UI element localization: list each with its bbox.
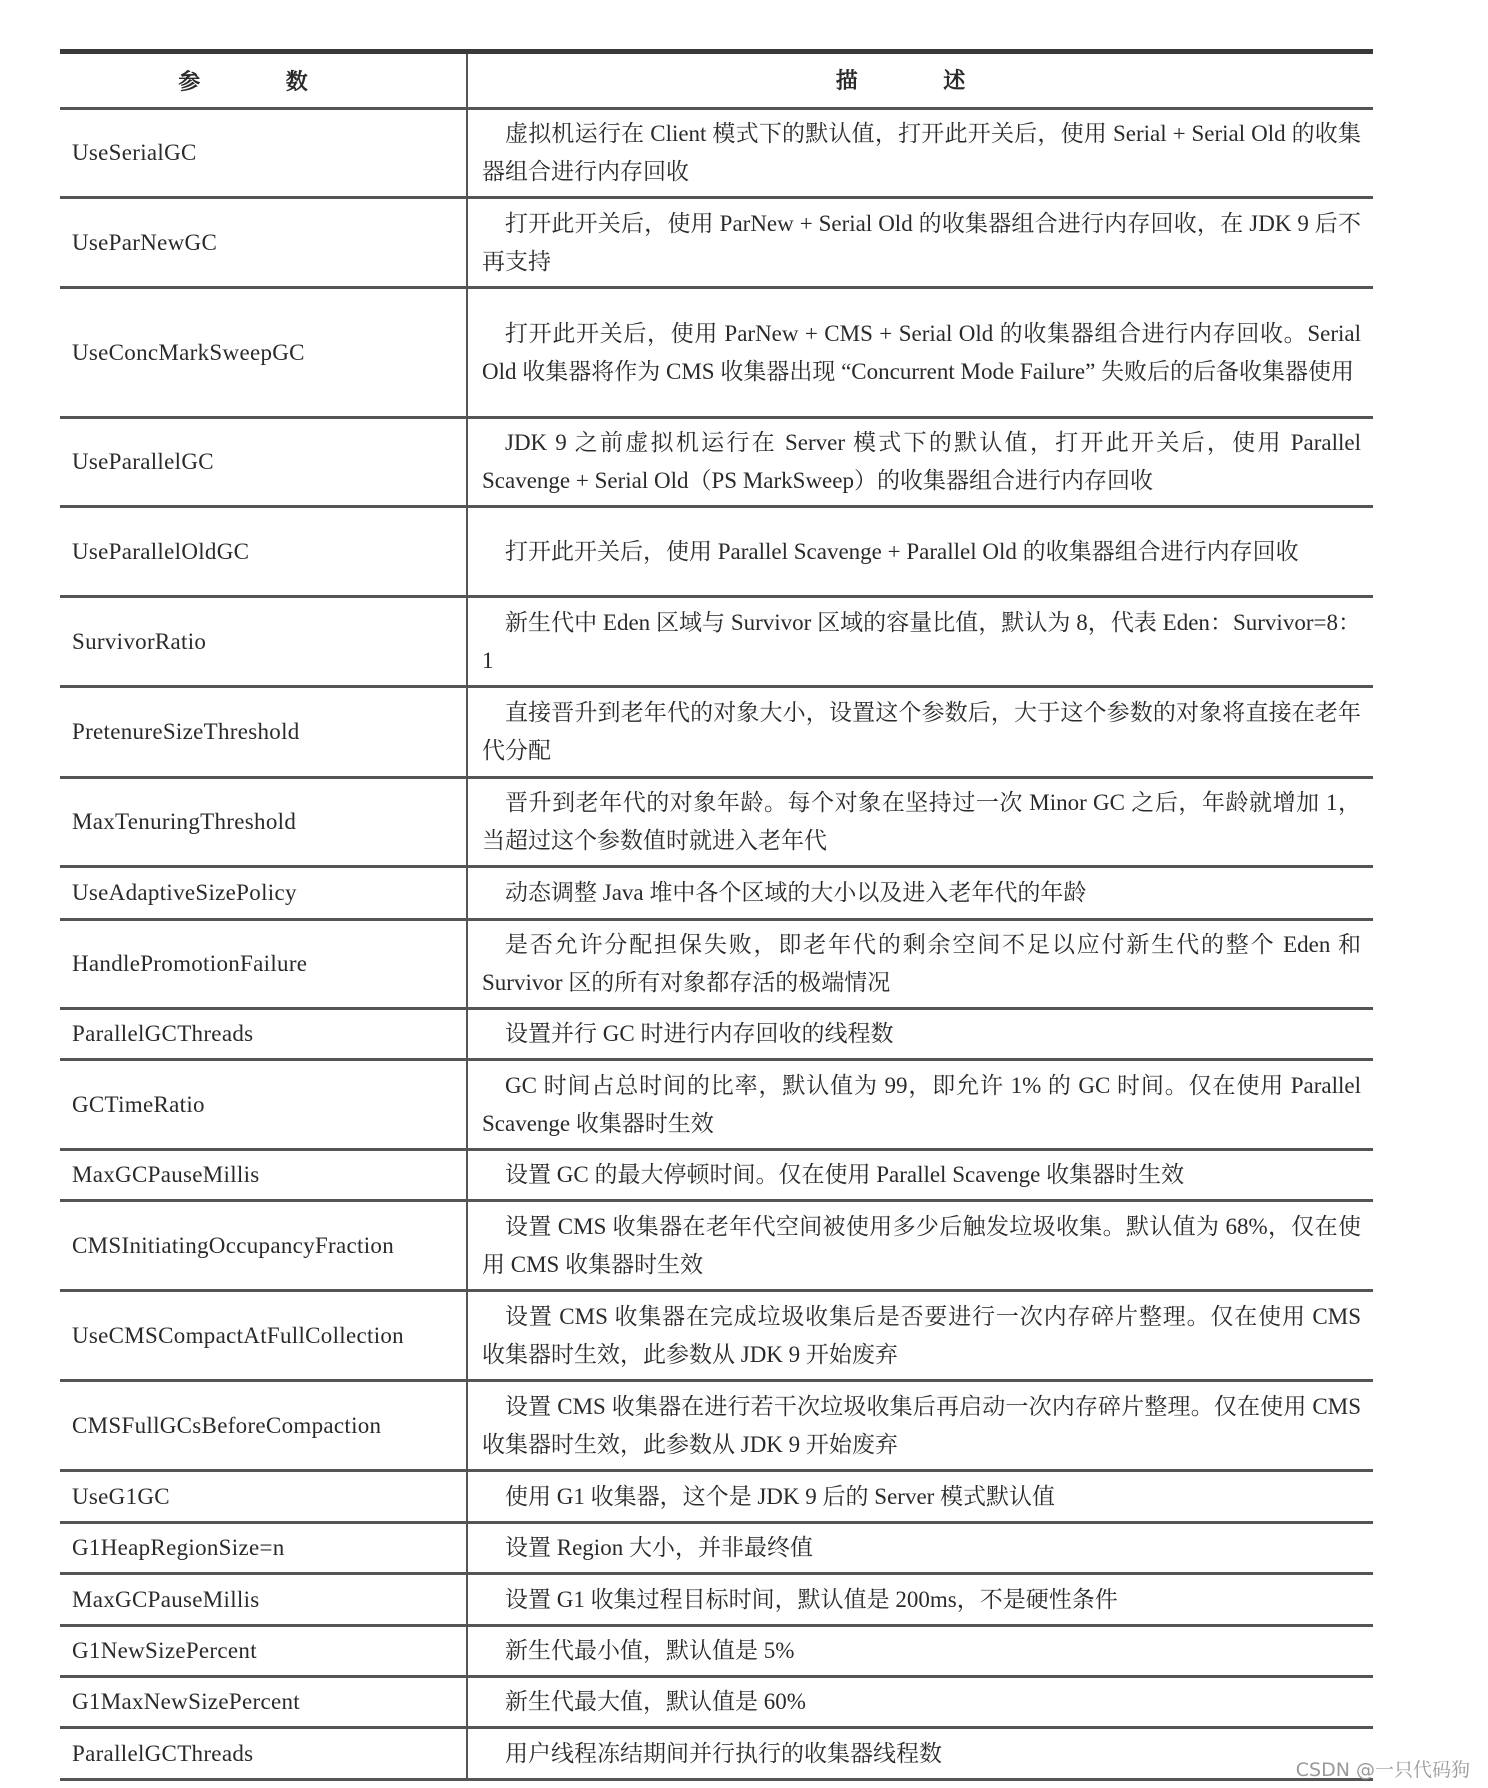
gc-parameters-table	[60, 49, 1373, 1781]
table-row	[60, 598, 1373, 688]
table-row	[60, 1524, 1373, 1575]
table-row	[60, 921, 1373, 1010]
table-row	[60, 779, 1373, 868]
param-cell: SurvivorRatio	[60, 598, 468, 685]
desc-text: 设置 GC 的最大停顿时间。仅在使用 Parallel Scavenge 收集器时生效	[505, 1162, 1185, 1187]
desc-text: 设置 CMS 收集器在进行若干次垃圾收集后再启动一次内存碎片整理。仅在使用 CMS 收集器时生效，此参数从 JDK 9 开始废弃	[482, 1393, 1361, 1457]
param-cell: G1NewSizePercent	[60, 1627, 468, 1675]
desc-cell	[468, 779, 1373, 865]
table-row	[60, 1151, 1373, 1202]
param-cell: G1HeapRegionSize=n	[60, 1524, 468, 1572]
param-cell: HandlePromotionFailure	[60, 921, 468, 1007]
param-cell: UseG1GC	[60, 1472, 468, 1521]
desc-text: 打开此开关后，使用 ParNew + Serial Old 的收集器组合进行内存回收，在 JDK 9 后不再支持	[482, 210, 1361, 274]
desc-text: 动态调整 Java 堆中各个区域的大小以及进入老年代的年龄	[505, 880, 1087, 905]
param-cell: GCTimeRatio	[60, 1061, 468, 1148]
param-cell: MaxGCPauseMillis	[60, 1151, 468, 1199]
header-desc: 描 述	[835, 67, 1006, 93]
desc-cell	[468, 1678, 1373, 1726]
param-cell: CMSInitiatingOccupancyFraction	[60, 1202, 468, 1289]
desc-text: 设置 G1 收集过程目标时间，默认值是 200ms，不是硬性条件	[505, 1586, 1118, 1612]
param-cell: UseAdaptiveSizePolicy	[60, 868, 468, 918]
desc-cell	[468, 1382, 1373, 1469]
desc-text: GC 时间占总时间的比率，默认值为 99，即允许 1% 的 GC 时间。仅在使用 Parallel Scavenge 收集器时生效	[482, 1072, 1361, 1136]
param-cell: MaxTenuringThreshold	[60, 779, 468, 865]
table-row	[60, 1627, 1373, 1678]
desc-cell	[468, 289, 1373, 416]
desc-cell	[468, 1202, 1373, 1289]
param-cell: UseSerialGC	[60, 110, 468, 196]
table-row	[60, 419, 1373, 508]
desc-text: 设置 Region 大小，并非最终值	[505, 1535, 813, 1560]
desc-text: 设置 CMS 收集器在完成垃圾收集后是否要进行一次内存碎片整理。仅在使用 CMS 收集器时生效，此参数从 JDK 9 开始废弃	[482, 1303, 1361, 1367]
param-cell: UseCMSCompactAtFullCollection	[60, 1292, 468, 1379]
param-cell: ParallelGCThreads	[60, 1729, 468, 1778]
desc-text: JDK 9 之前虚拟机运行在 Server 模式下的默认值，打开此开关后，使用 Parallel Scavenge + Serial Old（PS MarkSweep）的收集器组合进行内存回收	[482, 430, 1361, 493]
desc-cell	[468, 1472, 1373, 1521]
desc-text: 是否允许分配担保失败，即老年代的剩余空间不足以应付新生代的整个 Eden 和 Survivor 区的所有对象都存活的极端情况	[482, 932, 1361, 995]
header-param: 参 数	[60, 54, 468, 107]
desc-cell	[468, 598, 1373, 685]
table-row	[60, 688, 1373, 779]
param-cell: ParallelGCThreads	[60, 1010, 468, 1058]
watermark: CSDN @一只代码狗	[1295, 1759, 1470, 1781]
desc-cell	[468, 688, 1373, 776]
desc-text: 设置 CMS 收集器在老年代空间被使用多少后触发垃圾收集。默认值为 68%，仅在使用 CMS 收集器时生效	[482, 1213, 1361, 1277]
param-cell: CMSFullGCsBeforeCompaction	[60, 1382, 468, 1469]
desc-text: 直接晋升到老年代的对象大小，设置这个参数后，大于这个参数的对象将直接在老年代分配	[482, 700, 1361, 763]
desc-text: 打开此开关后，使用 ParNew + CMS + Serial Old 的收集器组合进行内存回收。Serial Old 收集器将作为 CMS 收集器出现 “Concurrent Mode Failure” 失败后的后备收集器使用	[482, 320, 1361, 384]
desc-cell	[468, 1627, 1373, 1675]
desc-cell	[468, 1151, 1373, 1199]
desc-text: 新生代中 Eden 区域与 Survivor 区域的容量比值，默认为 8，代表 Eden：Survivor=8：1	[482, 609, 1361, 673]
desc-cell	[468, 921, 1373, 1007]
table-row	[60, 1010, 1373, 1061]
desc-text: 使用 G1 收集器，这个是 JDK 9 后的 Server 模式默认值	[505, 1483, 1056, 1509]
param-cell: PretenureSizeThreshold	[60, 688, 468, 776]
table-row	[60, 1202, 1373, 1292]
table-header-row	[60, 54, 1373, 110]
desc-text: 打开此开关后，使用 Parallel Scavenge + Parallel Old 的收集器组合进行内存回收	[505, 538, 1299, 564]
desc-cell	[468, 419, 1373, 505]
desc-cell	[468, 1292, 1373, 1379]
table-row	[60, 1061, 1373, 1151]
table-row	[60, 1575, 1373, 1627]
param-cell: MaxGCPauseMillis	[60, 1575, 468, 1624]
param-cell: UseConcMarkSweepGC	[60, 289, 468, 416]
desc-text: 虚拟机运行在 Client 模式下的默认值，打开此开关后，使用 Serial + Serial Old 的收集器组合进行内存回收	[482, 121, 1361, 184]
param-cell: UseParallelOldGC	[60, 508, 468, 595]
table-row	[60, 868, 1373, 921]
desc-cell	[468, 1524, 1373, 1572]
table-row	[60, 1472, 1373, 1524]
desc-cell	[468, 1061, 1373, 1148]
desc-cell	[468, 1010, 1373, 1058]
table-row	[60, 110, 1373, 199]
desc-text: 新生代最大值，默认值是 60%	[505, 1689, 806, 1714]
desc-text: 设置并行 GC 时进行内存回收的线程数	[505, 1021, 894, 1046]
table-row	[60, 1382, 1373, 1472]
param-cell: UseParNewGC	[60, 199, 468, 286]
table-row	[60, 1678, 1373, 1729]
table-row	[60, 289, 1373, 419]
table-row	[60, 1729, 1373, 1781]
table-row	[60, 508, 1373, 598]
desc-text: 新生代最小值，默认值是 5%	[505, 1638, 795, 1663]
table-row	[60, 199, 1373, 289]
param-cell: G1MaxNewSizePercent	[60, 1678, 468, 1726]
desc-cell	[468, 199, 1373, 286]
desc-text: 晋升到老年代的对象年龄。每个对象在坚持过一次 Minor GC 之后，年龄就增加 1，当超过这个参数值时就进入老年代	[482, 790, 1361, 853]
table-body	[60, 110, 1373, 1781]
param-cell: UseParallelGC	[60, 419, 468, 505]
desc-cell	[468, 110, 1373, 196]
table-row	[60, 1292, 1373, 1382]
desc-cell	[468, 868, 1373, 918]
desc-cell	[468, 1575, 1373, 1624]
desc-text: 用户线程冻结期间并行执行的收集器线程数	[505, 1740, 942, 1766]
desc-cell	[468, 1729, 1373, 1778]
desc-cell	[468, 508, 1373, 595]
